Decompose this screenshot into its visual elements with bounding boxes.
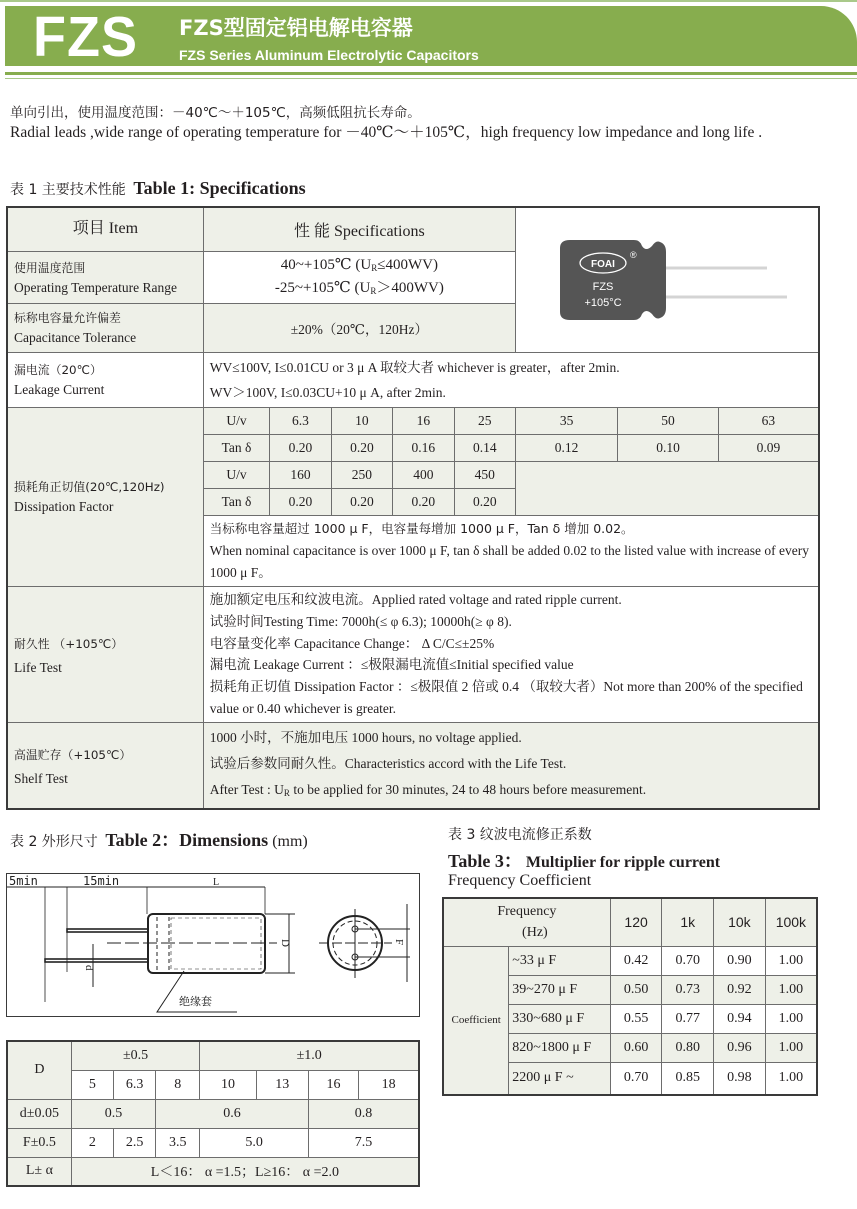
diameter-cell: 6.3	[113, 1070, 155, 1099]
op-temp-cn: 使用温度范围	[14, 260, 86, 275]
tan-cell: 0.16	[393, 435, 454, 462]
life-test-cn: 耐久性 （+105℃）	[14, 637, 124, 652]
leakage-label	[7, 353, 203, 408]
tan-cell: 0.20	[331, 435, 392, 462]
col-header-spec: 性 能 Specifications	[203, 207, 515, 251]
coef-cell: 0.60	[610, 1033, 662, 1062]
table1-caption	[10, 178, 306, 199]
capacitor-brand: FOAI	[591, 259, 615, 270]
coef-cell: 0.94	[714, 1004, 766, 1033]
coef-cell: 0.96	[714, 1033, 766, 1062]
life-test-line: 漏电流 Leakage Current ：≤极限漏电流值≤Initial specified value	[209, 657, 574, 673]
shelf-test-line1: 1000 小时，不施加电压 1000 hours, no voltage applied.	[209, 729, 522, 745]
table-row	[443, 946, 817, 975]
tan-cell: 0.20	[393, 489, 454, 516]
intro-cn: 单向引出，使用温度范围：－40℃～＋105℃，高频低阻抗长寿命。	[10, 105, 421, 121]
capacitor-series: FZS	[592, 281, 614, 293]
pitch-cell: 7.5	[308, 1128, 419, 1157]
op-temp-value	[203, 251, 515, 304]
leakage-line1: WV≤100V, I≤0.01CU or 3 μ A 取较大者 whichever is greater，after 2min.	[209, 360, 620, 375]
capacitance-range: 820~1800 μ F	[509, 1033, 610, 1062]
voltage-cell: 160	[270, 462, 331, 489]
life-test-line: 电容量变化率 Capacitance Change： Δ C/C≤±25%	[209, 635, 495, 651]
diameter-label: D	[279, 939, 291, 947]
intro-en: Radial leads ,wide range of operating temperature for －40℃～＋105℃，high frequency low impedance and long life .	[10, 124, 763, 141]
coef-cell: 1.00	[765, 1004, 817, 1033]
table3-caption-en-bold: Table 3：	[448, 851, 522, 871]
frequency-cell: 1k	[662, 898, 714, 946]
leakage-en: Leakage Current	[14, 382, 105, 397]
voltage-cell: 50	[618, 408, 719, 435]
tan-cell: 0.20	[454, 489, 515, 516]
pitch-cell: 2	[71, 1128, 113, 1157]
leakage-line2: WV＞100V, I≤0.03CU+10 μ A, after 2min.	[209, 385, 446, 400]
frequency-header-line1: Frequency	[497, 904, 557, 920]
voltage-cell: 250	[331, 462, 392, 489]
tan-cell: 0.12	[515, 435, 617, 462]
coef-cell: 0.98	[714, 1062, 766, 1095]
life-test-label	[7, 587, 203, 723]
coef-cell: 0.92	[714, 975, 766, 1004]
shelf-test-label	[7, 722, 203, 809]
coef-cell: 0.70	[662, 946, 714, 975]
wire-cell: 0.5	[71, 1099, 155, 1128]
diameter-cell: 16	[308, 1070, 358, 1099]
dissipation-label	[7, 408, 203, 587]
sleeve-label: 绝缘套	[179, 995, 212, 1008]
wire-label: d	[83, 965, 95, 971]
table3-caption-en-rest: Multiplier for ripple current	[521, 854, 721, 871]
op-temp-label	[7, 251, 203, 304]
title-en: FZS Series Aluminum Electrolytic Capacitors	[179, 47, 479, 63]
coef-cell: 0.90	[714, 946, 766, 975]
wire-cell: 0.6	[156, 1099, 309, 1128]
voltage-row-label: U/v	[203, 408, 270, 435]
capacitor-temp: +105°C	[584, 297, 622, 309]
frequency-cell: 100k	[765, 898, 817, 946]
empty-cell	[515, 462, 819, 516]
tan-cell: 0.20	[270, 489, 331, 516]
life-test-en: Life Test	[14, 660, 62, 676]
intro	[10, 103, 830, 143]
tolerance-group: ±1.0	[200, 1041, 419, 1070]
dimensions-table	[6, 1040, 420, 1187]
dissipation-note-en: When nominal capacitance is over 1000 μ F, tan δ shall be added 0.02 to the listed value with increase of every 1000 μ F。	[209, 543, 809, 580]
pitch-cell: 5.0	[200, 1128, 309, 1157]
table3-caption	[448, 825, 720, 889]
life-test-value	[203, 587, 819, 723]
voltage-cell: 25	[454, 408, 515, 435]
cap-tol-en: Capacitance Tolerance	[14, 330, 137, 346]
cap-tol-cn: 标称电容量允许偏差	[14, 311, 121, 326]
pitch-label: F	[393, 939, 405, 946]
wire-row-label: d±0.05	[7, 1099, 71, 1128]
dissipation-note-cn: 当标称电容量超过 1000 μ F，电容量每增加 1000 μ F，Tan δ 增加 0.02。	[209, 521, 634, 536]
table1-caption-cn: 表 1 主要技术性能	[10, 182, 126, 198]
tan-row-label: Tan δ	[203, 489, 270, 516]
op-temp-en: Operating Temperature Range	[14, 279, 177, 295]
coef-cell: 0.85	[662, 1062, 714, 1095]
table2-caption-en: Table 2：Dimensions	[105, 830, 269, 850]
lead-min-label: 5min	[9, 874, 38, 888]
capacitance-range: 330~680 μ F	[509, 1004, 610, 1033]
lead-length-label: 15min	[83, 874, 120, 888]
frequency-header-line2: (Hz)	[522, 925, 548, 941]
table1-caption-en: Table 1: Specifications	[133, 178, 306, 198]
tolerance-group: ±0.5	[71, 1041, 200, 1070]
dimension-diagram	[6, 873, 420, 1017]
voltage-cell: 16	[393, 408, 454, 435]
shelf-test-line3: After Test : $U_R$ to be applied for 30 minutes, 24 to 48 hours before measurement.	[209, 781, 647, 798]
coef-cell: 0.73	[662, 975, 714, 1004]
tan-row-label: Tan δ	[203, 435, 270, 462]
tan-cell: 0.14	[454, 435, 515, 462]
coef-cell: 0.70	[610, 1062, 662, 1095]
dimension-drawing	[7, 874, 418, 1015]
header-rule	[5, 72, 857, 75]
table2-caption	[10, 826, 308, 852]
table3-subcaption: Frequency Coefficient	[448, 872, 592, 889]
leakage-cn: 漏电流（20℃）	[14, 363, 102, 377]
dissipation-note	[203, 516, 819, 587]
cap-tol-value: ±20%（20℃，120Hz）	[203, 304, 515, 353]
pitch-row-label: F±0.5	[7, 1128, 71, 1157]
header-banner	[5, 5, 857, 69]
diameter-cell: 5	[71, 1070, 113, 1099]
diameter-cell: 10	[200, 1070, 256, 1099]
coef-cell: 0.80	[662, 1033, 714, 1062]
life-test-line: 施加额定电压和纹波电流。Applied rated voltage and rated ripple current.	[209, 592, 622, 607]
capacitance-range: ~33 μ F	[509, 946, 610, 975]
coefficient-label: Coefficient	[443, 946, 509, 1095]
frequency-header	[443, 898, 610, 946]
voltage-cell: 6.3	[270, 408, 331, 435]
header-rule-thin	[5, 78, 857, 79]
voltage-cell: 35	[515, 408, 617, 435]
life-test-line: 试验时间Testing Time: 7000h(≤ φ 6.3); 10000h(≥ φ 8).	[209, 613, 512, 629]
shelf-test-value	[203, 722, 819, 809]
tan-cell: 0.09	[718, 435, 819, 462]
voltage-row-label: U/v	[203, 462, 270, 489]
life-test-line: 损耗角正切值 Dissipation Factor ：≤极限值 2 倍或 0.4 （取较大者）Not more than 200% of the specified value or 0.40 whichever is greater.	[209, 679, 803, 716]
wire-cell: 0.8	[308, 1099, 419, 1128]
pitch-cell: 2.5	[113, 1128, 155, 1157]
shelf-test-line2: 试验后参数同耐久性。Characteristics accord with the Life Test.	[209, 755, 567, 771]
diameter-cell: 8	[156, 1070, 200, 1099]
diameter-cell: 13	[256, 1070, 308, 1099]
leakage-value	[203, 353, 819, 408]
length-cell: L＜16： α =1.5；L≥16： α =2.0	[71, 1157, 419, 1186]
frequency-cell: 120	[610, 898, 662, 946]
dissipation-en: Dissipation Factor	[14, 499, 114, 514]
series-code: FZS	[33, 5, 138, 69]
ripple-multiplier-table	[442, 897, 818, 1096]
diameter-cell: 18	[359, 1070, 419, 1099]
coef-cell: 0.55	[610, 1004, 662, 1033]
tan-cell: 0.10	[618, 435, 719, 462]
voltage-cell: 10	[331, 408, 392, 435]
op-temp-line1: 40~+105℃ $(U_R\le 400WV)$	[280, 256, 438, 273]
title-cn: FZS型固定铝电解电容器	[179, 16, 413, 40]
shelf-test-cn: 高温贮存（+105℃）	[14, 748, 132, 763]
table2-caption-unit: (mm)	[268, 833, 308, 850]
pitch-cell: 3.5	[156, 1128, 200, 1157]
coef-cell: 1.00	[765, 1033, 817, 1062]
body-length-label: L	[213, 877, 220, 888]
voltage-cell: 63	[718, 408, 819, 435]
voltage-cell: 450	[454, 462, 515, 489]
cap-tol-label	[7, 304, 203, 353]
op-temp-line2: -25~+105℃ $(U_R>400WV)$	[274, 279, 444, 296]
frequency-cell: 10k	[714, 898, 766, 946]
diameter-header: D	[7, 1041, 71, 1099]
capacitance-range: 39~270 μ F	[509, 975, 610, 1004]
voltage-cell: 400	[393, 462, 454, 489]
capacitor-illustration	[522, 208, 812, 348]
length-row-label: L± α	[7, 1157, 71, 1186]
capacitor-image	[515, 207, 819, 353]
coef-cell: 0.42	[610, 946, 662, 975]
dissipation-cn: 损耗角正切值(20℃,120Hz)	[14, 480, 165, 494]
specifications-table	[6, 206, 820, 810]
shelf-test-en: Shelf Test	[14, 771, 68, 787]
col-header-item: 项目 Item	[7, 207, 203, 251]
registered-mark: ®	[629, 250, 637, 260]
coef-cell: 0.50	[610, 975, 662, 1004]
coef-cell: 1.00	[765, 946, 817, 975]
table2-caption-cn: 表 2 外形尺寸	[10, 834, 98, 850]
table3-caption-cn: 表 3 纹波电流修正系数	[448, 827, 592, 843]
header-top-rule	[0, 0, 857, 2]
coef-cell: 1.00	[765, 1062, 817, 1095]
coef-cell: 1.00	[765, 975, 817, 1004]
tan-cell: 0.20	[331, 489, 392, 516]
tan-cell: 0.20	[270, 435, 331, 462]
capacitance-range: 2200 μ F ~	[509, 1062, 610, 1095]
coef-cell: 0.77	[662, 1004, 714, 1033]
